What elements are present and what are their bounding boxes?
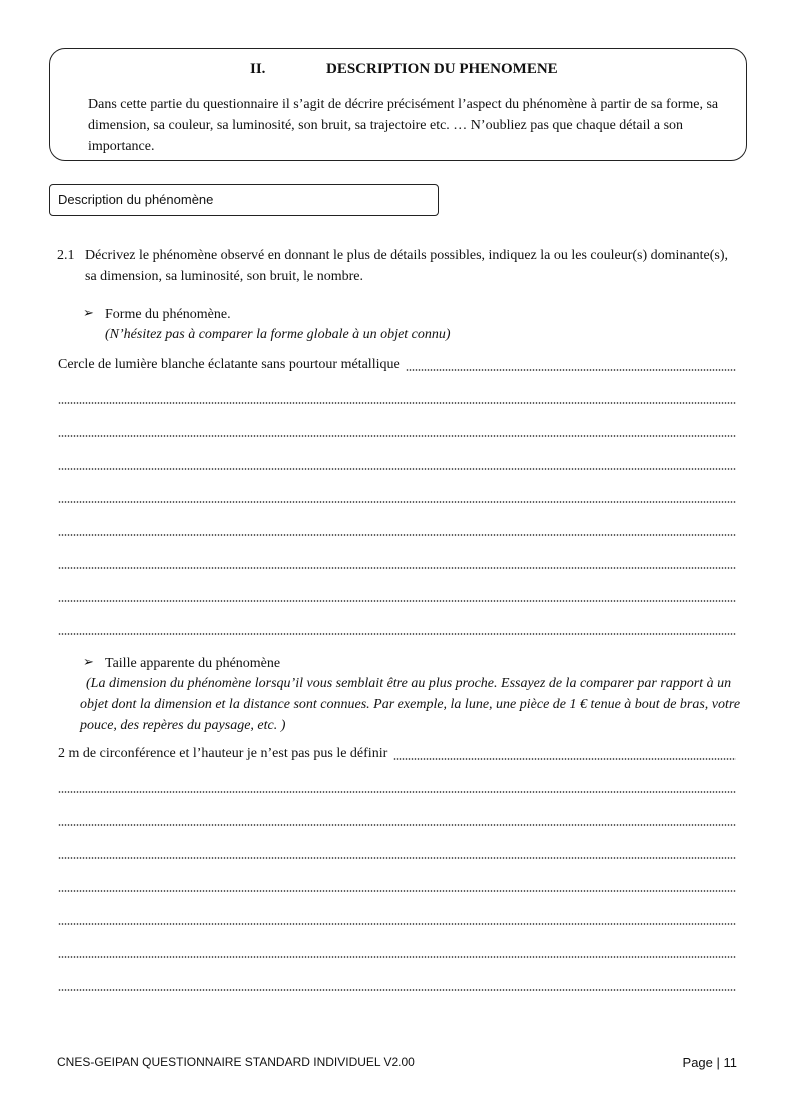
forme-blank-line[interactable] — [58, 389, 736, 407]
taille-blank-line[interactable] — [58, 976, 736, 994]
footer-page-number: Page | 11 — [682, 1055, 737, 1070]
taille-blank-line[interactable] — [58, 943, 736, 961]
forme-blank-line[interactable] — [58, 554, 736, 572]
forme-answer: Cercle de lumière blanche éclatante sans pourtour métallique — [58, 357, 400, 372]
forme-answer-line[interactable] — [58, 356, 736, 374]
forme-label: Forme du phénomène. — [105, 307, 231, 322]
taille-blank-line[interactable] — [58, 877, 736, 895]
description-label-box: Description du phénomène — [49, 184, 439, 216]
section-intro: Dans cette partie du questionnaire il s’agit de décrire précisément l’aspect du phénomène à partir de sa forme, sa dimension, sa couleur, sa luminosité, son bruit, sa trajectoire etc. … N’oubliez pas que chaque détail a son importance. — [88, 97, 719, 154]
forme-blank-line[interactable] — [58, 488, 736, 506]
section-number: II. — [250, 61, 266, 77]
arrow-bullet-icon: ➢ — [83, 306, 94, 321]
question-number: 2.1 — [57, 248, 75, 263]
arrow-bullet-icon: ➢ — [83, 655, 94, 670]
section-heading: DESCRIPTION DU PHENOMENE — [326, 61, 558, 77]
forme-blank-line[interactable] — [58, 587, 736, 605]
taille-blank-line[interactable] — [58, 844, 736, 862]
taille-note: (La dimension du phénomène lorsqu’il vous semblait être au plus proche. Essayez de la comparer par rapport à un objet dont la dimension et la distance sont connues. Par exemple, la lune, une pièce de 1 € tenue à bout de bras, votre pouce, des repères du paysage, etc. ) — [80, 676, 741, 733]
question-text: Décrivez le phénomène observé en donnant le plus de détails possibles, indiquez la ou les couleur(s) dominante(s), sa dimension, sa luminosité, son bruit, le nombre. — [85, 248, 729, 284]
taille-blank-line[interactable] — [58, 778, 736, 796]
taille-blank-line[interactable] — [58, 910, 736, 928]
forme-blank-line[interactable] — [58, 455, 736, 473]
taille-answer-line[interactable] — [58, 745, 736, 763]
dotted-line — [393, 758, 736, 760]
forme-blank-line[interactable] — [58, 422, 736, 440]
forme-blank-line[interactable] — [58, 521, 736, 539]
forme-blank-line[interactable] — [58, 620, 736, 638]
taille-label: Taille apparente du phénomène — [105, 656, 281, 671]
forme-note: (N’hésitez pas à comparer la forme globale à un objet connu) — [105, 327, 451, 342]
section-header-box — [49, 48, 747, 161]
footer-document-title: CNES-GEIPAN QUESTIONNAIRE STANDARD INDIVIDUEL V2.00 — [57, 1055, 415, 1069]
dotted-line — [406, 369, 736, 371]
taille-answer: 2 m de circonférence et l’hauteur je n’est pas pus le définir — [58, 746, 388, 761]
taille-blank-line[interactable] — [58, 811, 736, 829]
